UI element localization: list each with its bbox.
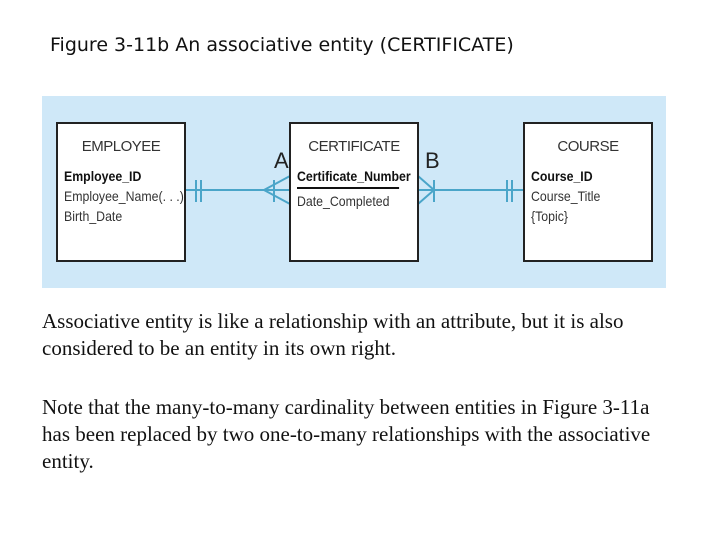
primary-key-attribute: Employee_ID bbox=[64, 168, 142, 184]
relationship-label-b: B bbox=[425, 148, 440, 173]
attribute: {Topic} bbox=[531, 208, 569, 224]
crowfoot-b-top bbox=[418, 176, 434, 190]
primary-key-attribute: Certificate_Number bbox=[297, 166, 399, 189]
paragraph-cardinality-note: Note that the many-to-many cardinality between entities in Figure 3-11a has been replaced by two one-to-many relationships with the associative entity. bbox=[42, 395, 651, 473]
entity-name: COURSE bbox=[557, 138, 619, 155]
attribute: Birth_Date bbox=[64, 208, 123, 224]
attribute: Date_Completed bbox=[297, 193, 390, 209]
entity-course bbox=[523, 122, 653, 262]
primary-key-attribute: Course_ID bbox=[531, 168, 593, 184]
er-diagram bbox=[42, 96, 666, 288]
crowfoot-a-top bbox=[264, 176, 290, 190]
entity-employee bbox=[56, 122, 186, 262]
entity-certificate bbox=[289, 122, 419, 262]
entity-name: EMPLOYEE bbox=[81, 138, 161, 155]
paragraph-associative-entity: Associative entity is like a relationship with an attribute, but it is also considered to be an entity in its own right. bbox=[42, 309, 624, 360]
entity-name: CERTIFICATE bbox=[308, 138, 400, 155]
crowfoot-b-bottom bbox=[418, 190, 434, 204]
relationship-label-a: A bbox=[274, 148, 289, 173]
attribute: Employee_Name(. . .) bbox=[64, 188, 184, 204]
attribute: Course_Title bbox=[531, 188, 601, 204]
slide-title: Figure 3-11b An associative entity (CERTIFICATE) bbox=[50, 34, 514, 56]
crowfoot-a-bottom bbox=[264, 190, 290, 204]
